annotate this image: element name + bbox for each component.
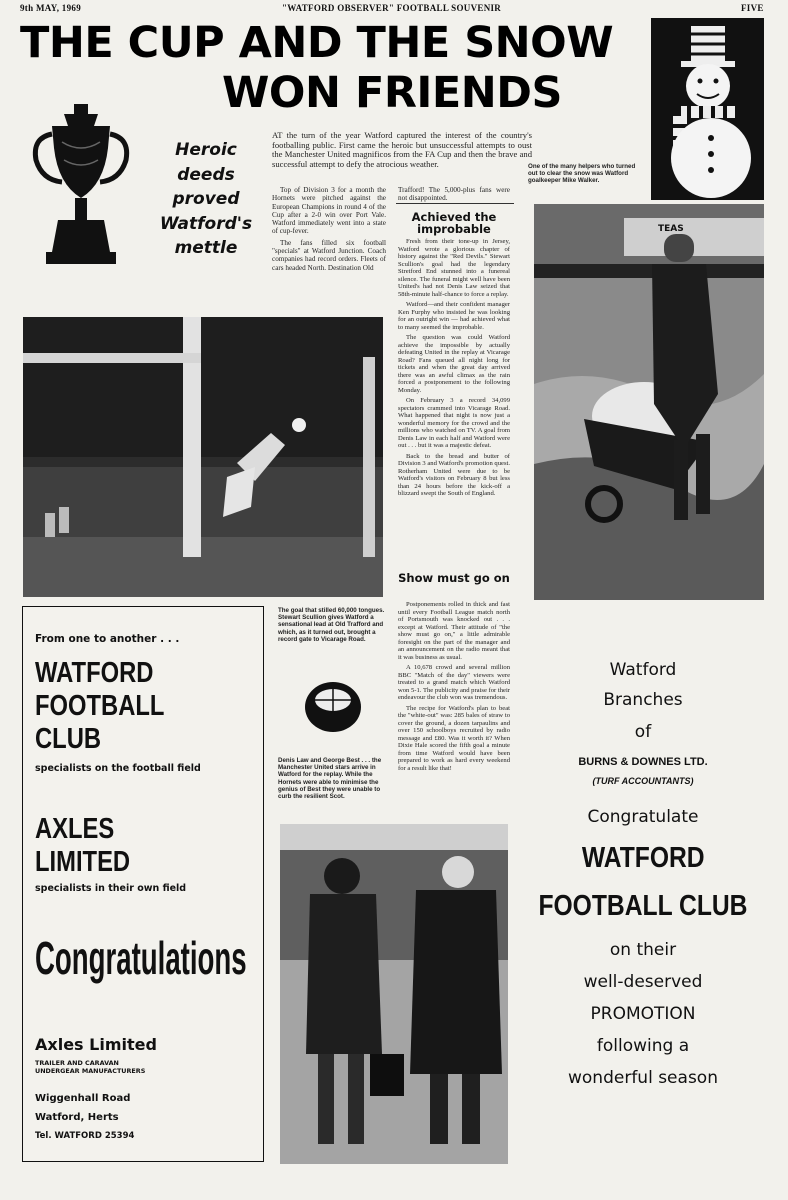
- advert-club-word: WATFORD: [581, 842, 705, 874]
- advert-line: PROMOTION: [590, 1004, 696, 1024]
- club-line: WATFORD: [35, 657, 154, 689]
- article-paragraph: Watford—and their confident manager Ken Furphy who insisted he was looking for an outright win — had achieved what to many seemed the improbable.: [398, 301, 510, 331]
- standfirst-line: Heroic: [175, 140, 237, 160]
- photo-law-best-arrive: [280, 824, 508, 1164]
- football-illustration: [303, 680, 363, 734]
- column-rule: [396, 203, 514, 204]
- article-column-2-body: [398, 238, 510, 501]
- advert-line: Watford: [609, 660, 677, 680]
- caption-goal: The goal that stilled 60,000 tongues. Stewart Scullion gives Watford a sensational lead at Old Trafford and which, as it turned out, brought a record gate to Vicarage Road.: [278, 607, 385, 643]
- article-paragraph: The fans filled six football "specials" at Watford Junction. Coach companies had record orders. Fleets of cars headed North. Destination Old: [272, 238, 386, 272]
- snowman-icon: [651, 18, 764, 200]
- standfirst-line: Watford's: [159, 213, 253, 234]
- advert-congratulate: Congratulate: [587, 807, 699, 827]
- trophy-icon: [28, 102, 133, 272]
- subheading-achieved: Achieved the improbable: [411, 210, 497, 236]
- advert-club-tag: specialists on the football field: [35, 763, 201, 774]
- caption-snow-helper: One of the many helpers who turned out to clear the snow was Watford goalkeeper Mike Walker.: [528, 163, 636, 185]
- advert-firm-name: Axles Limited: [35, 1035, 157, 1054]
- standfirst-line: mettle: [174, 238, 238, 258]
- caption-law-best: Denis Law and George Best . . . the Manchester United stars arrive in Watford for the replay. While the Hornets were able to minimise the genius of Best they were unable to curb the resilient Scot.: [278, 757, 382, 801]
- advert-telephone: Tel. WATFORD 25394: [35, 1131, 135, 1141]
- issue-date: 9th MAY, 1969: [20, 3, 81, 13]
- advert-burns-downes: [520, 606, 766, 1162]
- advert-line: following a: [596, 1036, 690, 1056]
- advert-company-tag: specialists in their own field: [35, 883, 187, 894]
- advert-line: of: [634, 722, 652, 742]
- advert-congratulations: [35, 931, 388, 985]
- publication-name: "WATFORD OBSERVER" FOOTBALL SOUVENIR: [282, 3, 502, 13]
- advert-line: wonderful season: [568, 1068, 718, 1088]
- standfirst-line: proved: [172, 189, 240, 209]
- advert-company-sub: (TURF ACCOUNTANTS): [592, 776, 694, 786]
- article-paragraph: The question was could Watford achieve the impossible by actually defeating United in the replay at Vicarage Road? Fans queued all night long for tickets and when the great day arrived there was an awful climax as the rain forced a postponement to the following Monday.: [398, 334, 510, 394]
- advert-company: BURNS & DOWNES LTD.: [578, 756, 708, 768]
- article-column-1: [272, 186, 386, 275]
- article-paragraph: Fresh from their tone-up in Jersey, Watford wrote a glorious chapter of history against the "Red Devils." Stewart Scullion's goal had the legendary Stretford End stunned into a funereal silence. The funeral might well have been United's had not Denis Law seized that 58th-minute half-chance to force a replay.: [398, 238, 510, 298]
- club-line: CLUB: [35, 723, 102, 755]
- advert-company-name: [35, 813, 151, 879]
- fa-cup-trophy-illustration: [28, 102, 133, 272]
- stand-sign: TEAS: [658, 224, 684, 234]
- company-line: LIMITED: [35, 846, 131, 878]
- congratulations-text: Congratulations: [35, 932, 247, 984]
- company-line: AXLES: [35, 813, 115, 845]
- article-paragraph: A 10,678 crowd and several million BBC "Match of the day" viewers were treated to a grand match which Watford won 5-1. The publicity and praise for their endeavour the club won was tremendous.: [398, 664, 510, 701]
- football-icon: [303, 680, 363, 734]
- article-paragraph: Postponements rolled in thick and fast until every Football League match north of Portsmouth was knocked out . . . except at Watford. Their attitude of "the show must go on," a little admirable foresight on the part of the manager and an announcement on the radio meant that it was business as usual.: [398, 601, 510, 661]
- photo-goal-old-trafford: [23, 317, 383, 597]
- club-line: FOOTBALL: [35, 690, 165, 722]
- goal-photo-icon: [23, 317, 383, 597]
- advert-club-word: FOOTBALL CLUB: [538, 890, 748, 922]
- advert-line: well-deserved: [583, 972, 703, 992]
- standfirst: [150, 138, 262, 261]
- page-number: FIVE: [741, 3, 764, 13]
- wheelbarrow-photo-icon: [534, 204, 764, 600]
- advert-address-2: Watford, Herts: [35, 1112, 119, 1123]
- photo-snow-wheelbarrow: [534, 204, 764, 600]
- article-paragraph: On February 3 a record 34,099 spectators crammed into Vicarage Road. What happened that night is now just a wonderful memory for the crowd and the millions who watched on TV. A goal from Denis Law in each half and Watford were out . . . but it was a majestic defeat.: [398, 397, 510, 449]
- snowman-illustration: [651, 18, 764, 200]
- article-paragraph: The recipe for Watford's plan to beat the "white-out" was: 285 bales of straw to cover the ground, a dozen tarpaulins and over 150 schoolboys recruited by radio message and £80. Was it worth it? When Dixie Hale scored the fifth goal a minute from time Watford would have been prepared to work as hard every weekend for a result like that!: [398, 704, 510, 772]
- article-paragraph: Trafford! The 5,000-plus fans were not disappointed.: [398, 186, 510, 203]
- article-paragraph: Back to the bread and butter of Division 3 and Watford's promotion quest. Rotherham United were due to be Watford's visitors on February 8 but less than 24 hours before the kick-off a blizzard swept the South of England.: [398, 452, 510, 497]
- advert-line: on their: [609, 940, 677, 960]
- article-column-3: [398, 601, 510, 775]
- law-best-photo-icon: [280, 824, 508, 1164]
- headline-line-1: THE CUP AND THE SNOW: [20, 18, 614, 68]
- advert-axles-limited: [22, 606, 264, 1162]
- advert-intro: From one to another . . .: [35, 633, 180, 645]
- headline-line-2: WON FRIENDS: [222, 68, 562, 118]
- advert-address-1: Wiggenhall Road: [35, 1093, 131, 1104]
- article-intro: AT the turn of the year Watford captured the interest of the country's footballing public. First came the heroic but unsuccessful attempts to oust the Manchester United magnificos from the FA Cup and then the brave and successful attempt to defy the atrocious weather.: [272, 130, 532, 169]
- advert-club-1: [520, 842, 766, 875]
- standfirst-line: deeds: [177, 164, 235, 185]
- advert-club-2: [520, 890, 766, 923]
- subheading-show-must-go-on: Show must go on: [398, 571, 510, 585]
- advert-line: Branches: [603, 690, 683, 710]
- advert-business: TRAILER AND CARAVAN UNDERGEAR MANUFACTURERS: [35, 1059, 146, 1075]
- advert-club-name: [35, 657, 193, 756]
- article-paragraph: Top of Division 3 for a month the Hornets were pitched against the European Champions in round 4 of the Cup after a 2-0 win over Port Vale. Watford immediately went into a state of cup-fever.: [272, 186, 386, 236]
